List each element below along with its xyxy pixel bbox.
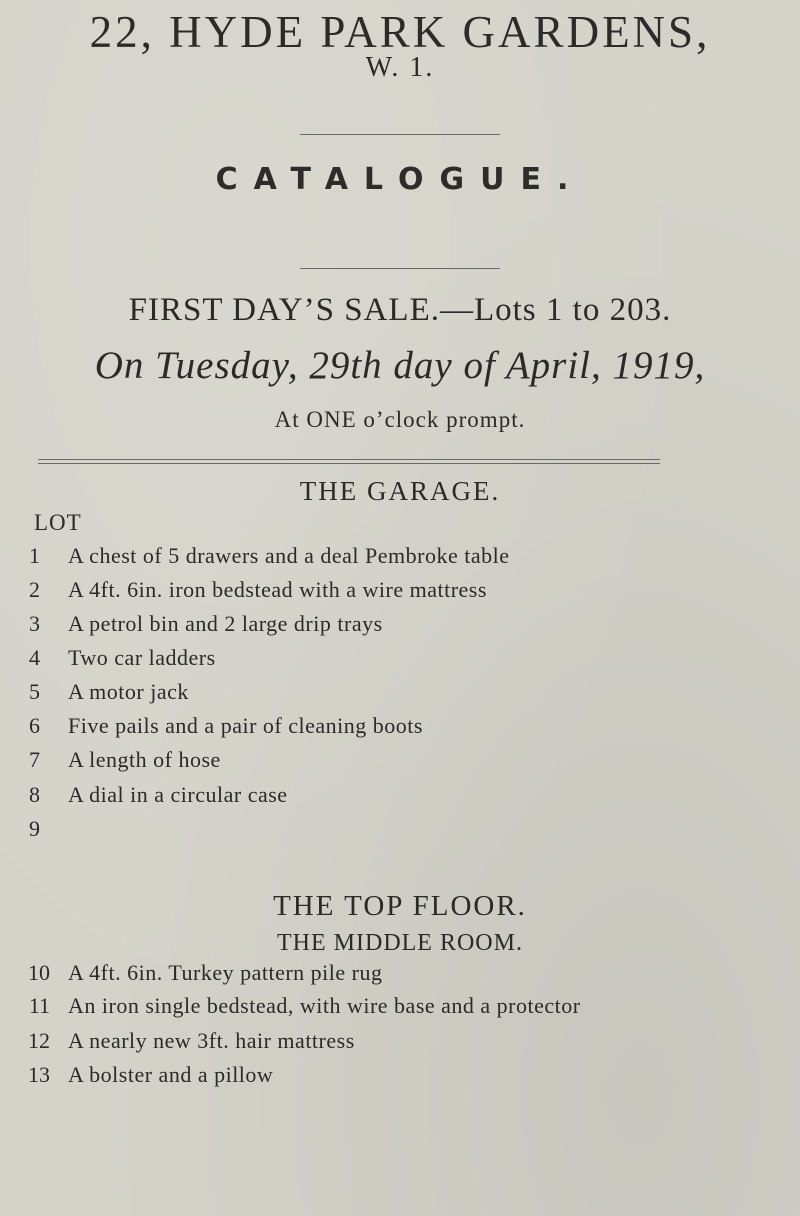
divider-rule: [38, 459, 660, 460]
divider-rule: [300, 134, 500, 135]
postal-district: W. 1.: [365, 52, 435, 83]
lot-number: 5: [29, 679, 40, 704]
lot-number: 2: [29, 577, 40, 602]
lot-number: 11: [28, 993, 50, 1018]
lot-number: 3: [29, 611, 40, 636]
sale-time: At ONE o’clock prompt.: [274, 407, 526, 432]
lot-description: A dial in a circular case: [68, 782, 288, 807]
page-title: 22, HYDE PARK GARDENS,: [89, 7, 711, 57]
lot-description: Five pails and a pair of cleaning boots: [68, 713, 423, 738]
room-heading-middle-room: THE MIDDLE ROOM.: [277, 930, 523, 956]
lot-number: 13: [28, 1062, 50, 1087]
lot-description: A petrol bin and 2 large drip trays: [68, 611, 383, 636]
lot-number: 8: [29, 782, 40, 807]
lot-description: A motor jack: [68, 679, 189, 704]
lot-description: A nearly new 3ft. hair mattress: [68, 1028, 355, 1053]
lot-number: 12: [28, 1028, 50, 1053]
catalogue-heading: CATALOGUE.: [215, 162, 585, 197]
divider-rule: [38, 463, 660, 464]
lot-number: 4: [29, 645, 40, 670]
sale-heading: FIRST DAY’S SALE.—Lots 1 to 203.: [128, 292, 672, 328]
section-heading-garage: THE GARAGE.: [299, 476, 501, 506]
lot-description: A length of hose: [68, 747, 221, 772]
lot-description: A 4ft. 6in. iron bedstead with a wire mattress: [68, 577, 487, 602]
sale-date: On Tuesday, 29th day of April, 1919,: [94, 344, 706, 387]
lot-description: A chest of 5 drawers and a deal Pembroke table: [68, 543, 510, 568]
section-heading-top-floor: THE TOP FLOOR.: [273, 890, 527, 922]
lot-description: A 4ft. 6in. Turkey pattern pile rug: [68, 960, 383, 985]
lot-description: Two car ladders: [68, 645, 216, 670]
lot-number: 9: [29, 816, 40, 841]
lot-number: 10: [28, 960, 50, 985]
lot-description: An iron single bedstead, with wire base and a protector: [68, 993, 581, 1018]
lot-description: A bolster and a pillow: [68, 1062, 274, 1087]
lot-number: 6: [29, 713, 40, 738]
lot-number: 7: [29, 747, 40, 772]
lot-number: 1: [29, 543, 40, 568]
divider-rule: [300, 268, 500, 269]
lot-column-label: LOT: [34, 510, 82, 535]
